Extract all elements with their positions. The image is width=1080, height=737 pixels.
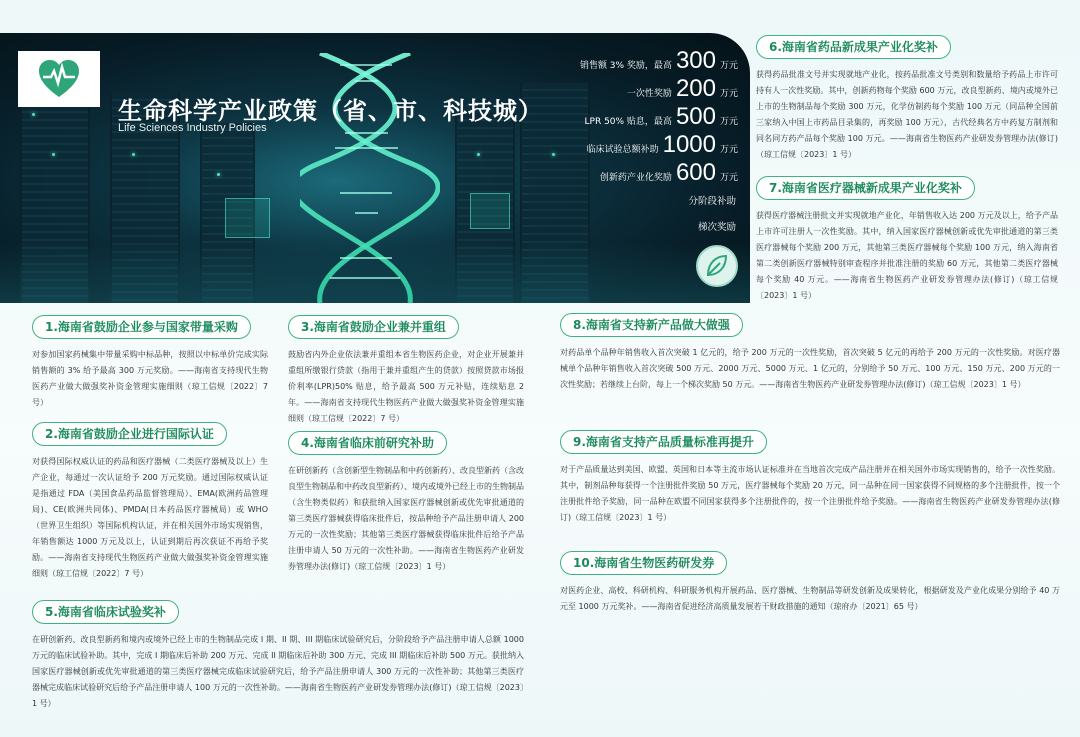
section-title: 5.海南省临床试验奖补 bbox=[32, 600, 179, 624]
leaf-badge bbox=[696, 245, 738, 287]
section-title: 10.海南省生物医药研发券 bbox=[560, 551, 727, 575]
tag-phased-subsidy: 分阶段补助 bbox=[688, 196, 736, 207]
section-5 bbox=[32, 600, 524, 712]
stat-label: 一次性奖励 bbox=[626, 89, 672, 99]
section-4 bbox=[288, 431, 524, 575]
section-8 bbox=[560, 313, 1060, 393]
stat-label: 创新药产业化奖励 bbox=[599, 173, 672, 183]
stat-row bbox=[558, 49, 738, 77]
section-2 bbox=[32, 422, 268, 582]
section-title: 8.海南省支持新产品做大做强 bbox=[560, 313, 743, 337]
section-body: 对医药企业、高校、科研机构、科研服务机构开展药品、医疗器械、生物制品等研发创新及成果转化，根据研发及产业化成果分别给予 40 万元至 1000 万元奖补。——海南省促进经济高质量发展若干财政措施的通知（琼府办〔2021〕65 号） bbox=[560, 586, 1060, 611]
section-body: 获得药品批准文号并实现就地产业化，按药品批准文号类别和数量给予药品上市许可持有人一次性奖励。其中，创新药物每个奖励 600 万元，改良型新药、境内或境外已上市的生物制品每个奖励 300 万元，化学仿制药每个奖励 100 万元（同品种全国前三家纳入中国上市药品目录集的，再奖励 100 万元），古代经典名方中药复方制剂和同名同方药产品每个奖励 100 万元。——海南省生物医药产业研发券管理办法(修订)（琼工信规〔2023〕1 号） bbox=[756, 70, 1058, 159]
stat-unit: 万元 bbox=[719, 145, 738, 155]
stat-value: 500 bbox=[675, 103, 716, 130]
section-body: 鼓励省内外企业依法兼并重组本省生物医药企业，对企业开展兼并重组所缴银行贷款（指用于兼并重组产生的贷款）按照贷款市场报价利率(LPR)50% 贴息，给予最高 500 万元补贴，连续贴息 2 年。——海南省支持现代生物医药产业做大做强奖补资金管理实施细则（琼工信规〔2022〕7 号） bbox=[288, 350, 524, 423]
hero-banner bbox=[0, 33, 750, 303]
section-title: 2.海南省鼓励企业进行国际认证 bbox=[32, 422, 227, 446]
stat-value: 200 bbox=[675, 75, 716, 102]
section-title: 6.海南省药品新成果产业化奖补 bbox=[756, 35, 951, 59]
logo bbox=[18, 51, 100, 107]
page-title: 生命科学产业政策（省、市、科技城） bbox=[118, 97, 543, 125]
heart-pulse-icon bbox=[37, 59, 81, 99]
section-body: 对于产品质量达到美国、欧盟、英国和日本等主流市场认证标准并在当地首次完成产品注册并在相关国外市场实现销售的，给予一次性奖励。其中，制剂品种每获得一个注册批件奖励 50 万元，医疗器械每个奖励 20 万元，同一品种在同一国家获得不同规格的多个注册批件，按一个注册批件给予奖励，同一品种在欧盟不同国家获得多个注册批件的，按一个注册批件给予奖励。——海南省生物医药产业研发券管理办法(修订)（琼工信规〔2023〕1 号） bbox=[560, 465, 1060, 522]
stat-unit: 万元 bbox=[719, 61, 738, 71]
stat-row bbox=[558, 161, 738, 189]
stats-panel bbox=[558, 49, 738, 189]
section-3 bbox=[288, 315, 524, 427]
section-body: 对获得国际权威认证的药品和医疗器械（二类医疗器械及以上）生产企业，每通过一次认证给予 200 万元奖励。通过国际权威认证是指通过 FDA（美国食品药品监督管理局）、EMA(欧洲药品管理局)、CE(欧洲共同体)、PMDA(日本药品医疗器械局）或 WHO（世界卫生组织）等国际机构认证，并在相关国外市场实现销售，年销售额达 1000 万元及以上，认证到期后再次获证不再给予奖励。——海南省支持现代生物医药产业做大做强奖补资金管理实施细则（琼工信规〔2022〕7 号） bbox=[32, 457, 268, 578]
data-screen bbox=[225, 198, 270, 238]
section-title: 9.海南省支持产品质量标准再提升 bbox=[560, 430, 767, 454]
stat-value: 600 bbox=[675, 159, 716, 186]
leaf-icon bbox=[704, 253, 730, 279]
stat-label: LPR 50% 贴息，最高 bbox=[584, 117, 672, 127]
stat-value: 300 bbox=[675, 47, 716, 74]
stat-unit: 万元 bbox=[719, 89, 738, 99]
stat-unit: 万元 bbox=[719, 117, 738, 127]
stat-label: 临床试验总额补助 bbox=[586, 145, 659, 155]
data-screen bbox=[470, 193, 510, 229]
section-title: 7.海南省医疗器械新成果产业化奖补 bbox=[756, 176, 975, 200]
stat-row bbox=[558, 133, 738, 161]
stat-row bbox=[558, 77, 738, 105]
section-body: 在研创新药、改良型新药和境内或境外已经上市的生物制品完成 I 期、II 期、III 期临床试验研究后，分阶段给予产品注册申请人总额 1000 万元的临床试验补助。其中，完成 I 期临床后补助 200 万元、完成 II 期临床后补助 300 万元、完成 III 期临床后补助 500 万元。获批纳入国家医疗器械创新或优先审批通道的第三类医疗器械完成临床试验研究后，给予产品注册申请人 300 万元的一次性补助；其他第三类医疗器械完成临床试验研究后给予产品注册申请人 100 万元的一次性补助。——海南省生物医药产业研发券管理办法(修订)（琼工信规〔2023〕1 号） bbox=[32, 635, 524, 708]
section-title: 1.海南省鼓励企业参与国家带量采购 bbox=[32, 315, 251, 339]
section-body: 获得医疗器械注册批文并实现就地产业化，年销售收入达 200 万元及以上，给予产品上市许可注册人一次性奖励。其中，纳入国家医疗器械创新或优先审批通道的第三类医疗器械每个奖励 200 万元，其他第三类医疗器械每个奖励 100 万元，纳入海南省第二类创新医疗器械特别审查程序并批准注册的奖励 60 万元，其他第二类医疗器械每个奖励 40 万元。——海南省生物医药产业研发券管理办法(修订)（琼工信规〔2023〕1 号） bbox=[756, 211, 1058, 300]
stat-label: 销售额 3% 奖励，最高 bbox=[579, 61, 672, 71]
stat-value: 1000 bbox=[662, 131, 716, 158]
section-body: 在研创新药（含创新型生物制品和中药创新药）、改良型新药（含改良型生物制品和中药改良型新药）、境内或境外已经上市的生物制品（含生物类似药）和获批纳入国家医疗器械创新或优先审批通道的第三类医疗器械获得临床批件后，按品种给予产品注册申请人 200 万元的一次性奖励；其他第三类医疗器械获得临床批件后给予产品注册申请人 50 万元的一次性补助。——海南省生物医药产业研发券管理办法(修订)（琼工信规〔2023〕1 号） bbox=[288, 466, 524, 571]
stat-unit: 万元 bbox=[719, 173, 738, 183]
section-10 bbox=[560, 551, 1060, 615]
stat-row bbox=[558, 105, 738, 133]
section-body: 对药品单个品种年销售收入首次突破 1 亿元的，给予 200 万元的一次性奖励，首次突破 5 亿元的再给予 200 万元的一次性奖励。对医疗器械单个品种年销售收入首次突破 500 万元、2000 万元、5000 万元、1 亿元的，分别给予 50 万元、100 万元、150 万元、200 万元的一次性奖励；若继续上台阶，每上一个梯次奖励 50 万元。——海南省生物医药产业研发券管理办法(修订)（琼工信规〔2023〕1 号） bbox=[560, 348, 1060, 389]
tag-tiered-reward: 梯次奖励 bbox=[697, 222, 736, 233]
section-body: 对参加国家药械集中带量采购中标品种，按照以中标单价完成实际销售额的 3% 给予最高 300 万元奖励。——海南省支持现代生物医药产业做大做强奖补资金管理实施细则（琼工信规〔2022〕7 号） bbox=[32, 350, 268, 407]
section-9 bbox=[560, 430, 1060, 526]
section-title: 3.海南省鼓励企业兼并重组 bbox=[288, 315, 459, 339]
page-subtitle: Life Sciences Industry Policies bbox=[118, 122, 267, 134]
section-1 bbox=[32, 315, 268, 411]
section-7 bbox=[756, 176, 1058, 304]
section-6 bbox=[756, 35, 1058, 163]
section-title: 4.海南省临床前研究补助 bbox=[288, 431, 447, 455]
